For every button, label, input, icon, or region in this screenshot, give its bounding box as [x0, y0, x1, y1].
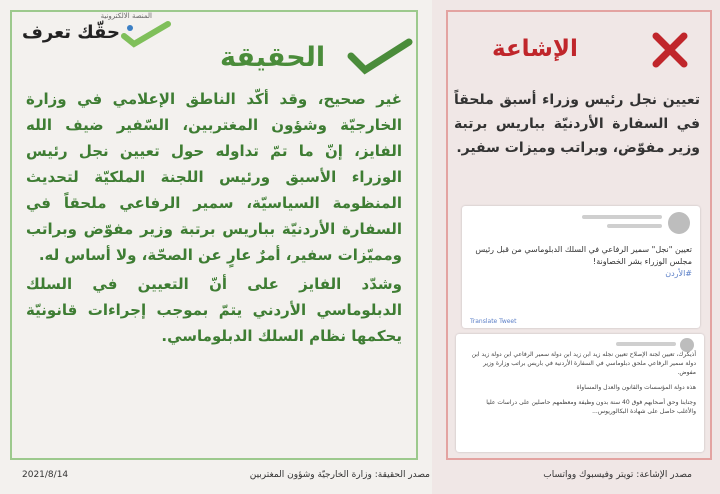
logo-title: حقّك تعرف	[22, 22, 120, 43]
logo-subtitle: المنصة الالكترونية	[100, 12, 152, 20]
truth-date: 2021/8/14	[22, 470, 69, 480]
blurred-username	[616, 342, 676, 346]
tweet-screenshot	[462, 206, 700, 328]
cross-mark-icon	[648, 28, 692, 76]
facebook-post-text	[466, 350, 696, 422]
facebook-screenshot	[456, 334, 704, 452]
truth-paragraph: وشدّد الفايز على أنّ التعيين في السلك الدبلوماسي الأردني يتمّ بموجب إجراءات قانونيّة يحكمها نظام السلك الدبلوماسي.	[26, 275, 402, 345]
tweet-hashtag[interactable]: #الأردن	[665, 269, 692, 278]
rumor-source: مصدر الإشاعة: تويتر وفيسبوك وواتساب	[543, 470, 692, 480]
rumor-title: الإشاعة	[492, 36, 578, 62]
tweet-body: تعيين "نجل" سمير الرفاعي في السلك الدبلوماسي من قبل رئيس مجلس الوزراء بشر الخصاونة!	[475, 245, 692, 266]
facebook-line: وجنابنا وحق أصحابهم فوق 40 سنة بدون وظيفة ومعظمهم حاصلين على دراسات عليا والأغلب حاصل على شهادة البكالوريوس...	[486, 399, 696, 415]
blurred-handle	[607, 224, 662, 228]
rumor-panel	[432, 0, 720, 494]
facebook-line: أذيكرك، تعيين لجنة الإصلاح تعيين نجله زيد ابن زيد ابن دولة سمير الرفاعي ابن دولة زيد ابن دولة سمير الرفاعي ملحق دبلوماسي في السفارة الأردنية في باريس براتب وزارة وزير مفوض.	[471, 351, 696, 376]
truth-paragraph: غير صحيح، وقد أكّد الناطق الإعلامي في وزارة الخارجيّة وشؤون المغتربين، السّفير ضيف الله الفايز، إنّ ما تمّ تداوله حول تعيين نجل رئيس الوزراء الأسبق ورئيس اللجنة الملكيّة لتحديث المنظومة السياسيّة، سمير الرفاعي ملحقاً في السفارة الأردنيّة بباريس برتبة وزير مفوّض وبراتب ومميّزات سفير، أمرٌ عارٍ عن الصحّة، ولا أساس له.	[26, 90, 402, 264]
truth-body	[26, 86, 402, 352]
tweet-text	[472, 244, 692, 280]
check-mark-icon	[345, 36, 415, 80]
truth-source: مصدر الحقيقة: وزارة الخارجيّة وشؤون المغتربين	[249, 470, 430, 480]
blurred-username	[582, 215, 662, 219]
truth-title: الحقيقة	[220, 42, 326, 73]
facebook-line: هذه دولة المؤسسات والقانون والعدل والمساواة	[576, 384, 696, 391]
logo	[22, 12, 172, 46]
logo-check-icon	[120, 20, 172, 52]
avatar	[668, 212, 690, 234]
translate-tweet-link[interactable]: Translate Tweet	[470, 318, 517, 325]
rumor-text: تعيين نجل رئيس وزراء أسبق ملحقاً في السفارة الأردنيّة بباريس برتبة وزير مفوّض، وبراتب وميزات سفير.	[454, 92, 700, 156]
